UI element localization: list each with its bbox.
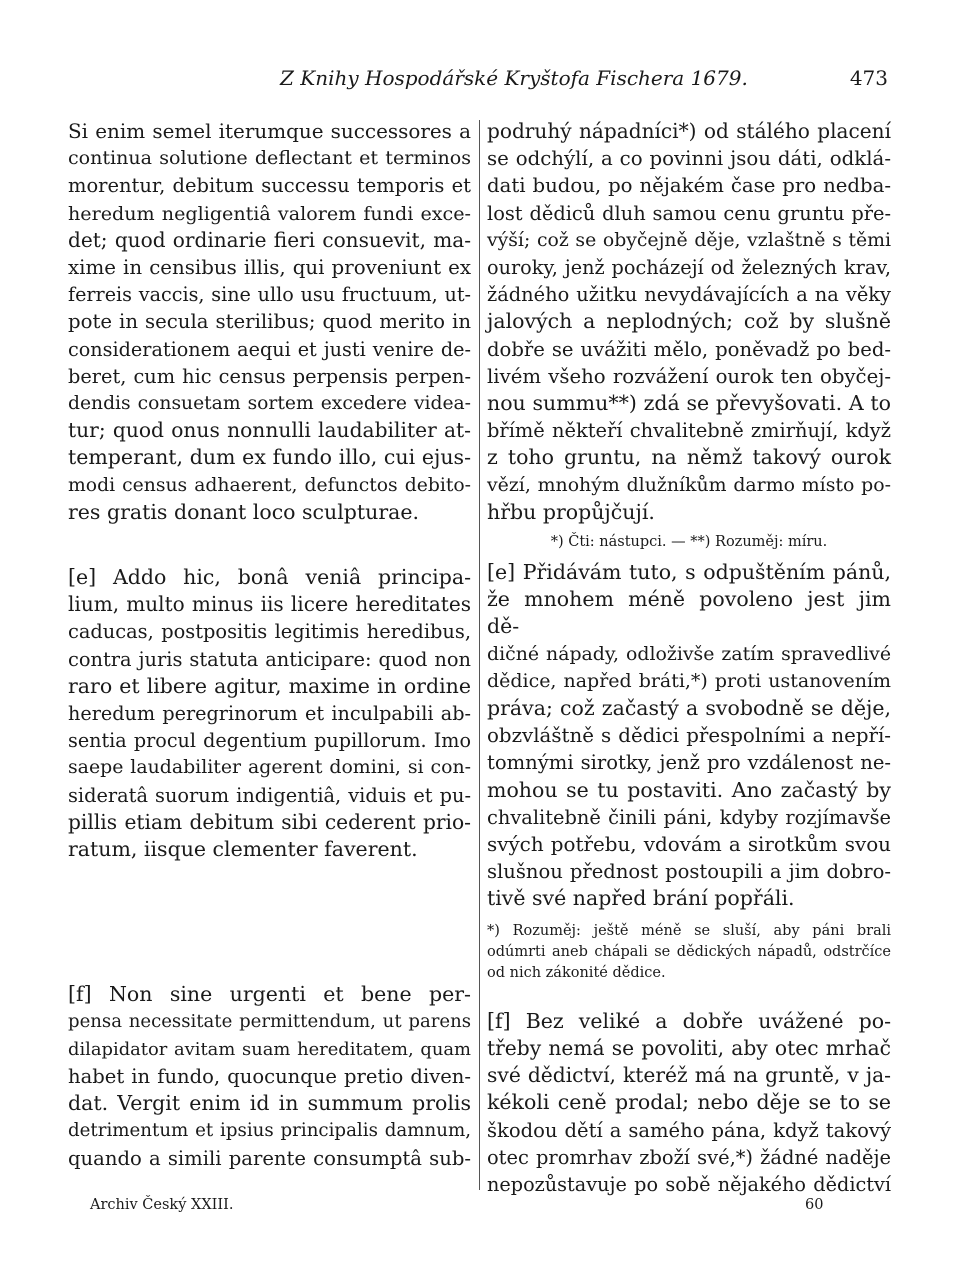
text-line: nou summu**) zdá se převyšovati. A to: [487, 391, 891, 416]
text-line: considerationem aequi et justi venire de-: [68, 337, 471, 361]
text-line: temperant, dum ex fundo illo, cui ejus-: [68, 445, 471, 470]
latin-paragraph-f: [68, 981, 471, 1171]
latin-paragraph-1: [68, 118, 471, 526]
text-line: [e] Přidávám tuto, s odpuštěním pánů,: [487, 560, 891, 585]
text-line: žádného užitku nevydávajících a na věky: [487, 283, 891, 307]
signature-mark: Archiv Český XXIII.: [90, 1197, 234, 1213]
text-line: výší; což se obyčejně děje, vzlaštně s těmi: [487, 229, 891, 251]
text-line: dičné nápady, odloživše zatím spravedlivé: [487, 642, 891, 665]
text-line: beret, cum hic census perpensis perpen-: [68, 364, 471, 388]
footnote-line: *) Rozuměj: ještě méně se sluší, aby páni brali: [487, 922, 891, 939]
text-line: mohou se tu postaviti. Ano začastý by: [487, 777, 891, 802]
text-line: [f] Non sine urgenti et bene per-: [68, 982, 471, 1007]
czech-paragraph-e: [487, 559, 891, 913]
paragraph-gap: [68, 863, 471, 981]
text-line: lium, multo minus iis licere hereditates: [68, 592, 471, 617]
text-line: morentur, debitum successu temporis et: [68, 174, 471, 198]
text-line: hřbu propůjčují.: [487, 499, 655, 524]
text-line: pillis etiam debitum sibi cederent prio-: [68, 809, 471, 834]
text-line: continua solutione deflectant et terminos: [68, 147, 471, 170]
footnote-1: *) Čti: nástupci. — **) Rozuměj: míru.: [550, 534, 828, 551]
text-line: [f] Bez veliké a dobře uvážené po-: [487, 1008, 891, 1033]
text-line: podruhý nápadníci*) od stálého placení: [487, 119, 891, 143]
text-line: ouroky, jenž pocházejí od železných krav,: [487, 256, 891, 280]
footnote-line: od nich zákonité dědice.: [487, 964, 666, 981]
text-line: res gratis donant loco sculpturae.: [68, 499, 420, 524]
paragraph-gap: [68, 526, 471, 564]
text-line: svých potřebu, vdovám a sirotkům svou: [487, 833, 891, 857]
column-divider: [479, 120, 480, 1190]
text-line: břímě někteří chvalitebně zmirňují, když: [487, 419, 891, 443]
text-line: saepe laudabiliter agerent domini, si con-: [68, 756, 471, 779]
text-line: pote in secula sterilibus; quod merito in: [68, 310, 471, 334]
czech-paragraph-f: [487, 1008, 891, 1198]
text-line: slušnou přednost postoupili a jim dobro-: [487, 860, 891, 884]
text-line: livém všeho rozvážení ourok ten obyčej-: [487, 364, 891, 388]
text-line: modi census adhaerent, defunctos debito-: [68, 474, 471, 496]
text-line: tur; quod onus nonnulli laudabiliter at-: [68, 418, 471, 443]
latin-paragraph-e: [68, 564, 471, 863]
text-line: obzvláštně s dědici přespolními a nepří-: [487, 724, 891, 748]
text-line: heredum negligentiâ valorem fundi exce-: [68, 201, 471, 225]
text-line: vězí, mnohým dlužníkům darmo místo po-: [487, 473, 891, 496]
text-line: tomnými sirotky, jenž pro vzdálenost ne-: [487, 751, 891, 775]
text-line: kékoli ceně prodal; nebo děje se to se: [487, 1090, 891, 1115]
text-line: jalových a neplodných; což by slušně: [487, 309, 891, 334]
text-line: z toho gruntu, na němž takový ourok: [487, 445, 891, 470]
text-line: otec promrhav zboží své,*) žádné naděje: [487, 1145, 891, 1169]
footnote-line: odúmrti aneb chápali se dědických nápadů, odstrčíce: [487, 943, 891, 960]
text-line: práva; což začastý a svobodně se děje,: [487, 696, 891, 721]
text-line: dati budou, po nějakém čase pro nedba-: [487, 174, 891, 198]
text-line: nepozůstavuje po sobě nějakého dědictví: [487, 1172, 891, 1196]
sheet-number: 60: [805, 1197, 824, 1213]
running-header: [0, 66, 960, 96]
text-line: pensa necessitate permittendum, ut parens: [68, 1011, 471, 1033]
running-title: Z Knihy Hospodářské Kryštofa Fischera 1679.: [280, 66, 748, 90]
text-line: lost dědiců dluh samou cenu gruntu pře-: [487, 201, 891, 225]
text-line: ratum, iisque clementer faverent.: [68, 837, 418, 862]
text-line: xime in censibus illis, qui proveniunt ex: [68, 256, 471, 280]
text-line: detrimentum et ipsius principalis damnum,: [68, 1120, 471, 1142]
text-line: dědice, napřed bráti,*) proti ustanovením: [487, 669, 891, 692]
text-line: det; quod ordinarie fieri consuevit, ma-: [68, 227, 471, 252]
paragraph-gap: [487, 984, 891, 1008]
latin-column: [68, 118, 471, 1172]
text-line: contra juris statuta anticipare: quod non: [68, 647, 471, 671]
czech-column: [487, 118, 891, 1198]
footnote-2: [487, 921, 891, 984]
paragraph-gap: [487, 913, 891, 921]
text-line: [e] Addo hic, bonâ veniâ principa-: [68, 565, 471, 590]
text-line: quando a simili parente consumptâ sub-: [68, 1146, 471, 1170]
text-line: caducas, postpositis legitimis heredibus,: [68, 620, 471, 644]
text-line: sentia procul degentium pupillorum. Imo: [68, 729, 471, 753]
text-line: dilapidator avitam suam hereditatem, quam: [68, 1038, 471, 1060]
page-number: 473: [849, 66, 888, 90]
text-line: své dědictví, kteréž má na gruntě, v ja-: [487, 1063, 891, 1088]
text-line: že mnohem méně povoleno jest jim dě-: [487, 587, 891, 639]
text-line: chvalitebně činili páni, kdyby rozjímavše: [487, 805, 891, 829]
text-line: dat. Vergit enim id in summum prolis: [68, 1091, 471, 1116]
text-line: dendis consuetam sortem excedere videa-: [68, 393, 471, 415]
text-line: se odchýlí, a co povinni jsou dáti, odklá-: [487, 147, 891, 171]
text-line: třeby nemá se povoliti, aby otec mrhač: [487, 1035, 891, 1060]
czech-paragraph-1: [487, 118, 891, 526]
text-line: dobře se uvážiti mělo, poněvadž po bed-: [487, 337, 891, 361]
text-line: raro et libere agitur, maxime in ordine: [68, 673, 471, 698]
text-line: škodou dětí a samého pána, když takový: [487, 1118, 891, 1142]
text-line: Si enim semel iterumque successores a: [68, 119, 471, 143]
text-line: heredum peregrinorum et inculpabili ab-: [68, 702, 471, 726]
text-line: tivě své napřed brání popřáli.: [487, 886, 795, 911]
text-line: sideratâ suorum indigentiâ, viduis et pu-: [68, 783, 471, 807]
text-line: ferreis vaccis, sine ullo usu fructuum, ut-: [68, 283, 471, 307]
text-line: habet in fundo, quocunque pretio diven-: [68, 1064, 471, 1088]
